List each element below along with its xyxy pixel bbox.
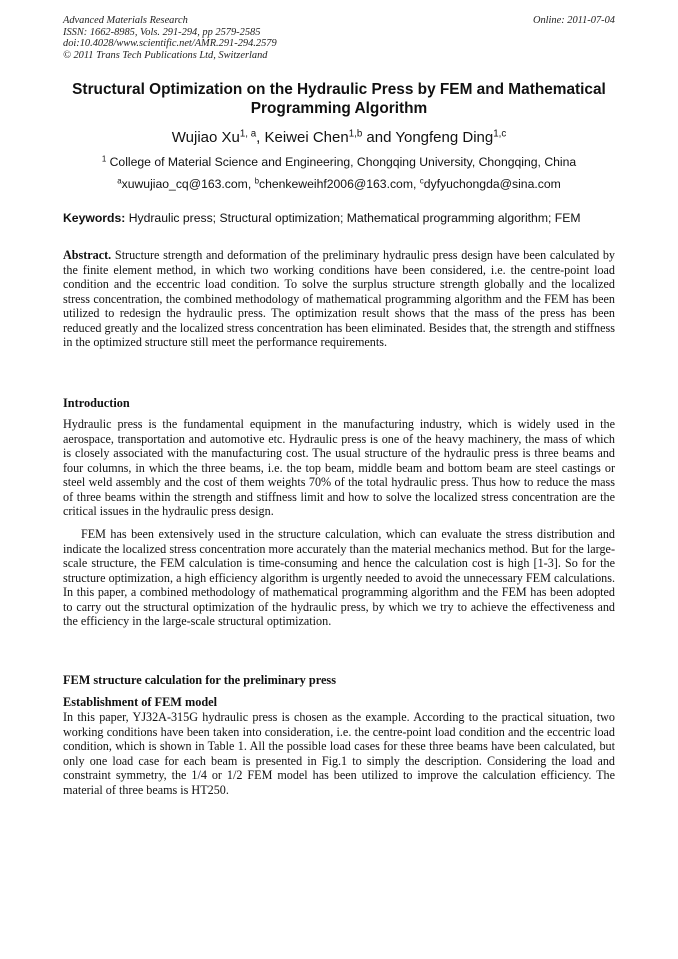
keywords-text: Hydraulic press; Structural optimization; Mathematical programming algorithm; FEM — [125, 211, 581, 225]
journal-copyright: © 2011 Trans Tech Publications Ltd, Switzerland — [63, 49, 268, 61]
journal-name: Advanced Materials Research — [63, 15, 188, 26]
author-superscript: 1,c — [493, 128, 507, 140]
online-date: Online: 2011-07-04 — [532, 15, 615, 26]
abstract-text: Structure strength and deformation of the preliminary hydraulic press design have been calculated by the finite element method, in which two working conditions have been considered, i.e. the centre-point load condition and the eccentric load condition. To solve the surplus structure strength globally and the localized stress concentration, the combined methodology of mathematical programming algorithm and the FEM has been utilized to redesign the hydraulic press. The optimization result shows that the mass of the press has been reduced greatly and the localized stress concentration has been eliminated. Besides that, the strength and stiffness in the optimized structure still meet the performance requirements. — [63, 248, 615, 350]
author-list — [40, 129, 638, 147]
paper-title: Structural Optimization on the Hydraulic Press by FEM and Mathematical Programming Algorithm — [72, 81, 606, 117]
email-superscript: c — [419, 176, 424, 186]
paragraph: In this paper, YJ32A-315G hydraulic press is chosen as the example. According to the practical situation, two working conditions have been taken into consideration, i.e. the centre-point load condition and the eccentric load condition, which is shown in Table 1. All the possible load cases for these three beams have been calculated, but only one load case for each beam is presented in Fig.1 to simply the description. Considering the load and constraint symmetry, the 1/4 or 1/2 FEM model has been utilized to improve the calculation efficiency. The material of three beams is HT250. — [63, 710, 615, 797]
author-superscript: 1,b — [348, 128, 363, 140]
author-name: Yongfeng Ding — [395, 129, 494, 146]
keywords — [63, 211, 615, 226]
author-name: Keiwei Chen — [264, 129, 349, 146]
affiliation-superscript: 1 — [101, 154, 107, 164]
section-heading-introduction: Introduction — [63, 396, 130, 410]
journal-issn: ISSN: 1662-8985, Vols. 291-294, pp 2579-2585 — [63, 26, 261, 38]
section-heading-fem: FEM structure calculation for the preliminary press — [63, 673, 337, 687]
email-link: dyfyuchongda@sina.com — [423, 177, 561, 191]
abstract — [63, 248, 615, 350]
subsection-heading-fem-model: Establishment of FEM model — [63, 695, 218, 709]
journal-header — [63, 15, 277, 61]
email-superscript: a — [117, 176, 122, 186]
email-link: chenkeweihf2006@163.com, — [259, 177, 420, 191]
affiliation — [40, 155, 638, 170]
paragraph: Hydraulic press is the fundamental equipment in the manufacturing industry, which is widely used in the aerospace, transportation and automotive etc. Hydraulic press is one of the heavy machinery, the mass of which is closely associated with the manufacturing cost. The usual structure of the hydraulic press is three beams and four columns, in which the three beams, i.e. the top beam, middle beam and bottom beam are steel castings or steel weld assembly and the cost of them weights 70% of the total hydraulic press. Thus how to reduce the mass of three beams within the strength and stiffness limit and how to solve the localized stress concentration are the critical issues in the hydraulic press design. — [63, 417, 615, 519]
author-name: Wujiao Xu — [171, 129, 240, 146]
email-link: xuwujiao_cq@163.com, — [121, 177, 255, 191]
affiliation-text: College of Material Science and Engineering, Chongqing University, Chongqing, China — [109, 155, 577, 169]
paragraph: FEM has been extensively used in the structure calculation, which can evaluate the stress distribution and indicate the localized stress concentration more accurately than the material mechanics method. But for the large-scale structure, the FEM calculation is time-consuming and hence the calculation cost is high [1-3]. So for the structure optimization, a high efficiency algorithm is urgently needed to avoid the unnecessary FEM calculations. In this paper, a combined methodology of mathematical programming algorithm and the FEM has been adopted to carry out the structural optimization of the hydraulic press, by which we try to achieve the effectiveness and the efficiency in the large-scale structural optimization. — [63, 527, 615, 629]
author-separator: and — [362, 129, 396, 146]
author-superscript: 1, a — [239, 128, 257, 140]
keywords-label: Keywords: — [63, 211, 126, 225]
journal-doi: doi:10.4028/www.scientific.net/AMR.291-294.2579 — [63, 38, 277, 49]
author-emails — [40, 177, 638, 192]
abstract-label: Abstract. — [63, 248, 112, 262]
author-separator: , — [256, 129, 265, 146]
email-superscript: b — [254, 176, 259, 186]
